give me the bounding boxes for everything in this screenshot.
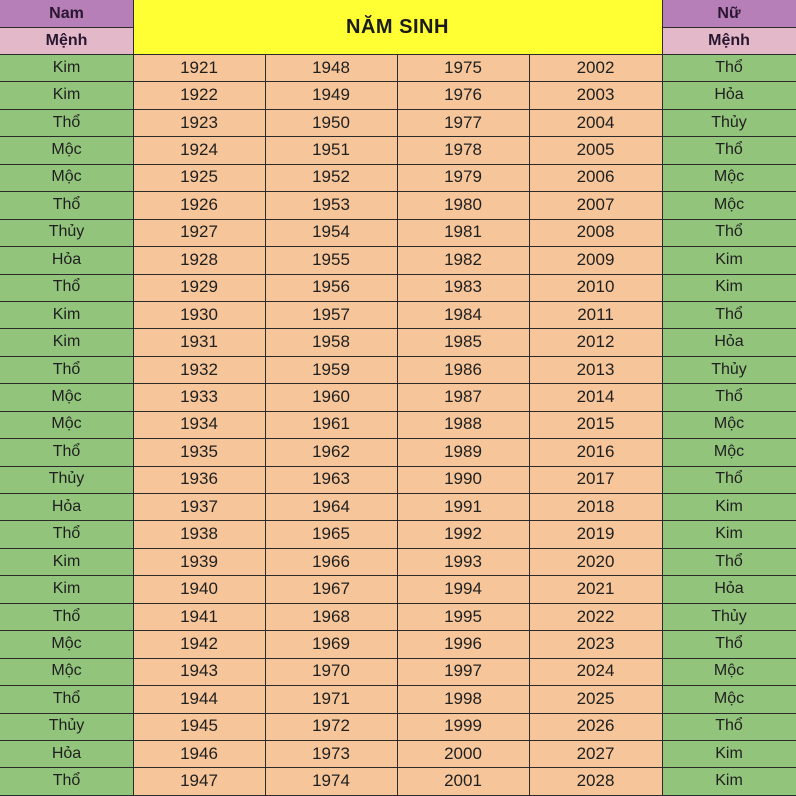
nu-menh-cell: Thổ: [662, 54, 796, 81]
birth-year-cell: 1944: [133, 685, 265, 712]
nam-menh-cell: Hỏa: [0, 740, 133, 767]
birth-year-cell: 2003: [529, 81, 662, 108]
nam-menh-cell: Kim: [0, 548, 133, 575]
birth-year-cell: 1994: [397, 575, 529, 602]
birth-year-cell: 1986: [397, 356, 529, 383]
birth-year-cell: 2015: [529, 411, 662, 438]
birth-year-cell: 2009: [529, 246, 662, 273]
birth-year-cell: 1942: [133, 630, 265, 657]
birth-year-cell: 2020: [529, 548, 662, 575]
grid-line-horizontal: [0, 493, 796, 494]
birth-year-cell: 1937: [133, 493, 265, 520]
birth-year-cell: 1949: [265, 81, 397, 108]
birth-year-cell: 1987: [397, 383, 529, 410]
grid-line-horizontal: [0, 328, 796, 329]
birth-year-cell: 2005: [529, 136, 662, 163]
nu-menh-cell: Mộc: [662, 191, 796, 218]
nu-menh-cell: Thổ: [662, 713, 796, 740]
birth-year-cell: 1921: [133, 54, 265, 81]
birth-year-cell: 1930: [133, 301, 265, 328]
nam-menh-cell: Kim: [0, 54, 133, 81]
birth-year-cell: 1982: [397, 246, 529, 273]
birth-year-cell: 1972: [265, 713, 397, 740]
nam-menh-cell: Kim: [0, 328, 133, 355]
birth-year-cell: 1981: [397, 219, 529, 246]
birth-year-cell: 1922: [133, 81, 265, 108]
grid-line-horizontal: [0, 713, 796, 714]
grid-line-horizontal: [0, 246, 796, 247]
header-nam-sinh-label: NĂM SINH: [346, 15, 449, 38]
birth-year-cell: 1958: [265, 328, 397, 355]
nam-menh-cell: Thủy: [0, 466, 133, 493]
grid-line-horizontal: [0, 685, 796, 686]
nam-menh-cell: Hỏa: [0, 246, 133, 273]
nam-menh-cell: Thổ: [0, 356, 133, 383]
birth-year-cell: 1956: [265, 274, 397, 301]
grid-line-horizontal: [0, 383, 796, 384]
birth-year-cell: 2011: [529, 301, 662, 328]
grid-line-horizontal: [0, 54, 796, 55]
header-nu-label: Nữ: [717, 4, 741, 22]
birth-year-cell: 1931: [133, 328, 265, 355]
header-menh-left: [0, 27, 133, 54]
birth-year-cell: 2007: [529, 191, 662, 218]
birth-year-cell: 1975: [397, 54, 529, 81]
nu-menh-cell: Mộc: [662, 411, 796, 438]
birth-year-cell: 1967: [265, 575, 397, 602]
nu-menh-cell: Kim: [662, 520, 796, 547]
grid-line-horizontal: [0, 301, 796, 302]
nam-menh-cell: Thổ: [0, 191, 133, 218]
birth-year-cell: 1978: [397, 136, 529, 163]
birth-year-cell: 1998: [397, 685, 529, 712]
birth-year-cell: 1948: [265, 54, 397, 81]
birth-year-cell: 1957: [265, 301, 397, 328]
birth-year-cell: 1950: [265, 109, 397, 136]
nu-menh-cell: Kim: [662, 767, 796, 794]
nu-menh-cell: Kim: [662, 246, 796, 273]
nu-menh-cell: Kim: [662, 740, 796, 767]
birth-year-cell: 2002: [529, 54, 662, 81]
header-menh-left-label: Mệnh: [45, 31, 88, 49]
grid-line-horizontal: [0, 27, 133, 28]
grid-line-vertical: [133, 54, 134, 795]
birth-year-cell: 1977: [397, 109, 529, 136]
birth-year-cell: 2019: [529, 520, 662, 547]
nu-menh-cell: Mộc: [662, 685, 796, 712]
birth-year-cell: 2014: [529, 383, 662, 410]
nu-menh-cell: Thủy: [662, 356, 796, 383]
birth-year-cell: 1999: [397, 713, 529, 740]
nam-menh-cell: Kim: [0, 81, 133, 108]
birth-year-cell: 2012: [529, 328, 662, 355]
nu-menh-cell: Mộc: [662, 164, 796, 191]
birth-year-cell: 1991: [397, 493, 529, 520]
birth-year-cell: 1961: [265, 411, 397, 438]
birth-year-cell: 1945: [133, 713, 265, 740]
birth-year-cell: 2006: [529, 164, 662, 191]
nu-menh-cell: Thổ: [662, 466, 796, 493]
nam-menh-cell: Hỏa: [0, 493, 133, 520]
birth-year-cell: 2027: [529, 740, 662, 767]
birth-year-cell: 2001: [397, 767, 529, 794]
grid-line-vertical: [265, 54, 266, 795]
birth-year-cell: 1980: [397, 191, 529, 218]
grid-line-horizontal: [0, 438, 796, 439]
birth-year-cell: 1993: [397, 548, 529, 575]
birth-year-cell: 2026: [529, 713, 662, 740]
birth-year-cell: 1983: [397, 274, 529, 301]
nu-menh-cell: Hỏa: [662, 328, 796, 355]
nam-menh-cell: Thủy: [0, 219, 133, 246]
nu-menh-cell: Thủy: [662, 109, 796, 136]
nu-menh-cell: Thổ: [662, 383, 796, 410]
grid-line-horizontal: [0, 191, 796, 192]
birth-year-cell: 1960: [265, 383, 397, 410]
birth-year-cell: 1926: [133, 191, 265, 218]
birth-year-cell: 2004: [529, 109, 662, 136]
nam-menh-cell: Thổ: [0, 520, 133, 547]
birth-year-cell: 1936: [133, 466, 265, 493]
grid-line-vertical: [397, 54, 398, 795]
birth-year-cell: 1934: [133, 411, 265, 438]
birth-year-cell: 1925: [133, 164, 265, 191]
grid-line-horizontal: [0, 274, 796, 275]
header-nu: [662, 0, 796, 27]
nu-menh-cell: Kim: [662, 493, 796, 520]
grid-line-horizontal: [0, 575, 796, 576]
birth-year-cell: 1959: [265, 356, 397, 383]
header-nam-sinh: [133, 0, 662, 54]
birth-year-cell: 1989: [397, 438, 529, 465]
birth-year-cell: 1941: [133, 603, 265, 630]
birth-year-cell: 1966: [265, 548, 397, 575]
nam-menh-cell: Kim: [0, 301, 133, 328]
grid-line-vertical: [529, 54, 530, 795]
birth-year-cell: 2016: [529, 438, 662, 465]
nam-menh-cell: Thổ: [0, 274, 133, 301]
nam-menh-cell: Kim: [0, 575, 133, 602]
birth-year-cell: 1997: [397, 658, 529, 685]
nam-menh-cell: Thổ: [0, 767, 133, 794]
birth-year-cell: 1954: [265, 219, 397, 246]
grid-line-horizontal: [0, 411, 796, 412]
birth-year-cell: 1952: [265, 164, 397, 191]
birth-year-cell: 1939: [133, 548, 265, 575]
birth-year-cell: 1955: [265, 246, 397, 273]
birth-year-cell: 1970: [265, 658, 397, 685]
birth-year-cell: 2022: [529, 603, 662, 630]
birth-year-cell: 1976: [397, 81, 529, 108]
birth-year-cell: 2018: [529, 493, 662, 520]
birth-year-cell: 2028: [529, 767, 662, 794]
birth-year-cell: 1938: [133, 520, 265, 547]
grid-line-horizontal: [0, 356, 796, 357]
birth-year-cell: 1932: [133, 356, 265, 383]
birth-year-cell: 1992: [397, 520, 529, 547]
birth-year-cell: 1971: [265, 685, 397, 712]
birth-year-cell: 1995: [397, 603, 529, 630]
grid-line-vertical: [662, 54, 663, 795]
nu-menh-cell: Kim: [662, 274, 796, 301]
nu-menh-cell: Thổ: [662, 136, 796, 163]
header-nam-label: Nam: [49, 4, 84, 22]
birth-year-cell: 1951: [265, 136, 397, 163]
birth-year-cell: 1929: [133, 274, 265, 301]
birth-year-cell: 2017: [529, 466, 662, 493]
grid-line-horizontal: [0, 520, 796, 521]
nam-menh-cell: Mộc: [0, 136, 133, 163]
grid-line-horizontal: [0, 136, 796, 137]
grid-line-horizontal: [0, 767, 796, 768]
nam-menh-cell: Mộc: [0, 411, 133, 438]
nu-menh-cell: Thổ: [662, 548, 796, 575]
birth-year-cell: 1964: [265, 493, 397, 520]
grid-line-horizontal: [0, 219, 796, 220]
grid-line-horizontal: [0, 548, 796, 549]
birth-year-cell: 1927: [133, 219, 265, 246]
birth-year-cell: 1984: [397, 301, 529, 328]
birth-year-cell: 1974: [265, 767, 397, 794]
nam-menh-cell: Thổ: [0, 109, 133, 136]
nam-menh-cell: Mộc: [0, 383, 133, 410]
header-menh-right: [662, 27, 796, 54]
grid-line-horizontal: [0, 164, 796, 165]
birth-year-cell: 1935: [133, 438, 265, 465]
birth-year-cell: 1946: [133, 740, 265, 767]
nam-menh-cell: Mộc: [0, 630, 133, 657]
grid-line-horizontal: [0, 658, 796, 659]
grid-line-horizontal: [0, 630, 796, 631]
birth-year-cell: 1940: [133, 575, 265, 602]
grid-line-horizontal: [0, 603, 796, 604]
nam-menh-cell: Thổ: [0, 603, 133, 630]
birth-year-cell: 1953: [265, 191, 397, 218]
birth-year-cell: 2024: [529, 658, 662, 685]
birth-year-cell: 1943: [133, 658, 265, 685]
grid-line-horizontal: [0, 109, 796, 110]
header-menh-right-label: Mệnh: [708, 31, 750, 49]
birth-year-cell: 1988: [397, 411, 529, 438]
nu-menh-cell: Thổ: [662, 301, 796, 328]
birth-year-cell: 1985: [397, 328, 529, 355]
birth-year-cell: 1965: [265, 520, 397, 547]
nu-menh-cell: Thủy: [662, 603, 796, 630]
birth-year-cell: 2025: [529, 685, 662, 712]
nu-menh-cell: Hỏa: [662, 81, 796, 108]
nam-menh-cell: Mộc: [0, 658, 133, 685]
nu-menh-cell: Mộc: [662, 438, 796, 465]
nu-menh-cell: Thổ: [662, 630, 796, 657]
birth-year-cell: 1990: [397, 466, 529, 493]
birth-year-cell: 1963: [265, 466, 397, 493]
birth-year-cell: 1973: [265, 740, 397, 767]
birth-year-cell: 1947: [133, 767, 265, 794]
nu-menh-cell: Mộc: [662, 658, 796, 685]
birth-year-cell: 2008: [529, 219, 662, 246]
grid-line-horizontal: [0, 81, 796, 82]
birth-year-cell: 1968: [265, 603, 397, 630]
header-nam: [0, 0, 133, 27]
birth-year-cell: 2023: [529, 630, 662, 657]
grid-line-vertical: [133, 0, 134, 54]
birth-year-cell: 1924: [133, 136, 265, 163]
nu-menh-cell: Hỏa: [662, 575, 796, 602]
birth-year-cell: 1969: [265, 630, 397, 657]
grid-line-horizontal: [662, 27, 796, 28]
nam-menh-cell: Mộc: [0, 164, 133, 191]
birth-year-cell: 1928: [133, 246, 265, 273]
birth-year-cell: 2013: [529, 356, 662, 383]
birth-year-cell: 1933: [133, 383, 265, 410]
birth-year-cell: 2010: [529, 274, 662, 301]
birth-year-cell: 1923: [133, 109, 265, 136]
nam-menh-cell: Thổ: [0, 438, 133, 465]
nu-menh-cell: Thổ: [662, 219, 796, 246]
nam-menh-cell: Thủy: [0, 713, 133, 740]
birth-year-cell: 1979: [397, 164, 529, 191]
grid-line-horizontal: [0, 740, 796, 741]
grid-line-horizontal: [0, 466, 796, 467]
birth-year-cell: 2021: [529, 575, 662, 602]
birth-year-cell: 1962: [265, 438, 397, 465]
birth-year-cell: 2000: [397, 740, 529, 767]
nam-menh-cell: Thổ: [0, 685, 133, 712]
birth-year-cell: 1996: [397, 630, 529, 657]
